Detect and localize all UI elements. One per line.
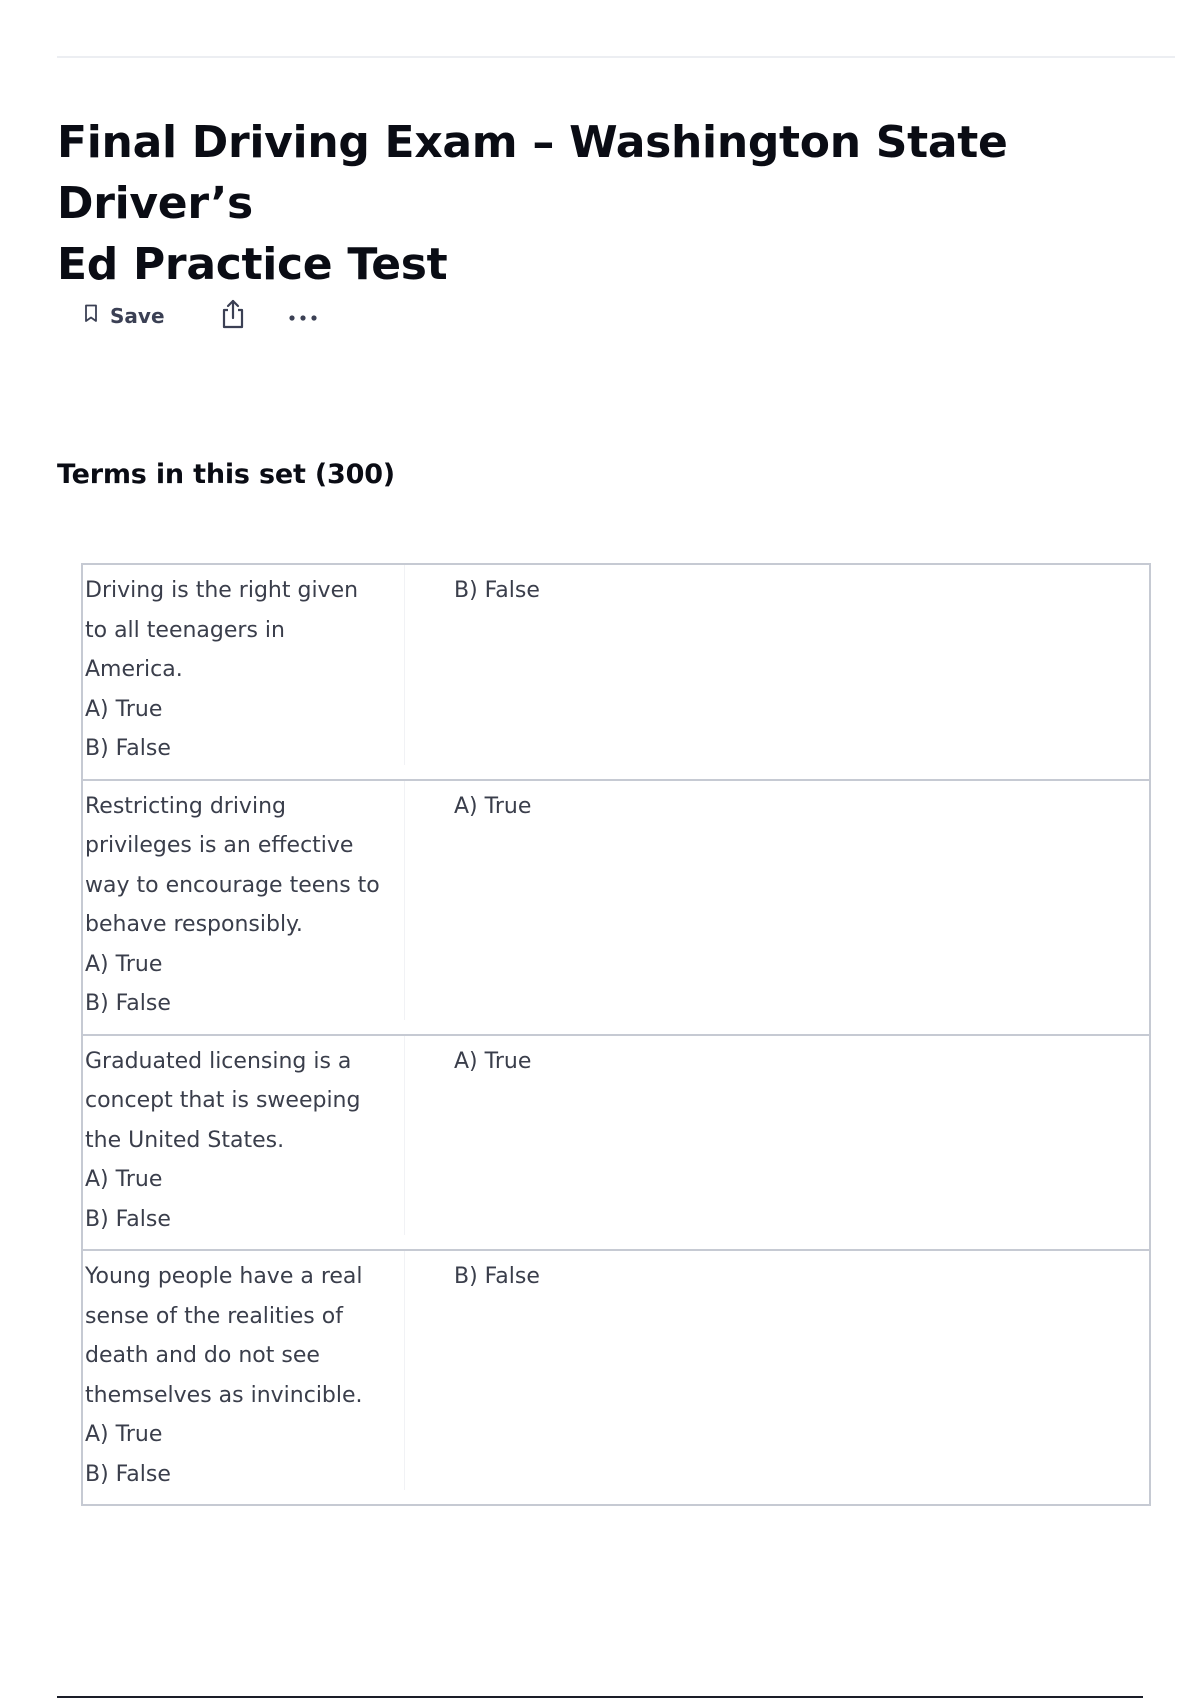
term-line: concept that is sweeping bbox=[85, 1088, 361, 1113]
more-icon bbox=[287, 307, 319, 326]
term-cell bbox=[82, 1035, 405, 1251]
term-cell bbox=[82, 1250, 405, 1505]
term-cell bbox=[82, 564, 405, 780]
page-title-line-2: Ed Practice Test bbox=[57, 239, 448, 290]
term-line: Graduated licensing is a bbox=[85, 1048, 352, 1074]
page-title bbox=[57, 112, 1157, 295]
term-line: sense of the realities of bbox=[85, 1303, 343, 1329]
term-line: Driving is the right given bbox=[85, 578, 359, 603]
term-line: B) False bbox=[85, 991, 171, 1016]
page-title-line-1: Final Driving Exam – Washington State Driver’s bbox=[57, 117, 1008, 229]
term-line: B) False bbox=[85, 1461, 171, 1487]
term-row bbox=[82, 780, 1150, 1035]
term-line: behave responsibly. bbox=[85, 912, 303, 937]
term-line: death and do not see bbox=[85, 1343, 320, 1368]
term-line: B) False bbox=[85, 736, 171, 761]
term-line: A) True bbox=[85, 951, 163, 977]
term-line: themselves as invincible. bbox=[85, 1382, 363, 1408]
definition-text: A) True bbox=[454, 1048, 532, 1074]
top-divider bbox=[57, 56, 1175, 58]
term-row bbox=[82, 1035, 1150, 1251]
terms-heading: Terms in this set (300) bbox=[57, 459, 395, 490]
save-label: Save bbox=[110, 304, 165, 328]
definition-text: B) False bbox=[454, 578, 540, 603]
definition-cell bbox=[405, 780, 1150, 1035]
term-line: Young people have a real bbox=[85, 1264, 363, 1289]
term-row bbox=[82, 1250, 1150, 1505]
definition-cell bbox=[405, 1035, 1150, 1251]
more-options-button[interactable] bbox=[287, 307, 319, 326]
term-line: A) True bbox=[85, 1422, 163, 1447]
term-line: the United States. bbox=[85, 1127, 285, 1153]
definition-cell bbox=[405, 1250, 1150, 1505]
term-line: Restricting driving bbox=[85, 793, 286, 819]
term-line: A) True bbox=[85, 696, 163, 722]
definition-cell bbox=[405, 564, 1150, 780]
share-button[interactable] bbox=[219, 298, 247, 334]
term-line: B) False bbox=[85, 1206, 171, 1232]
bottom-divider bbox=[57, 1696, 1143, 1698]
term-line: to all teenagers in bbox=[85, 617, 285, 643]
share-icon bbox=[219, 298, 247, 334]
term-line: A) True bbox=[85, 1167, 163, 1192]
action-bar bbox=[84, 296, 319, 336]
save-button[interactable] bbox=[84, 304, 165, 328]
term-row bbox=[82, 564, 1150, 780]
term-line: way to encourage teens to bbox=[85, 872, 380, 898]
definition-text: B) False bbox=[454, 1264, 540, 1289]
term-cell bbox=[82, 780, 405, 1035]
term-line: America. bbox=[85, 657, 183, 682]
term-line: privileges is an effective bbox=[85, 833, 354, 858]
terms-table bbox=[81, 563, 1151, 1506]
bookmark-icon bbox=[84, 304, 98, 328]
definition-text: A) True bbox=[454, 793, 532, 819]
